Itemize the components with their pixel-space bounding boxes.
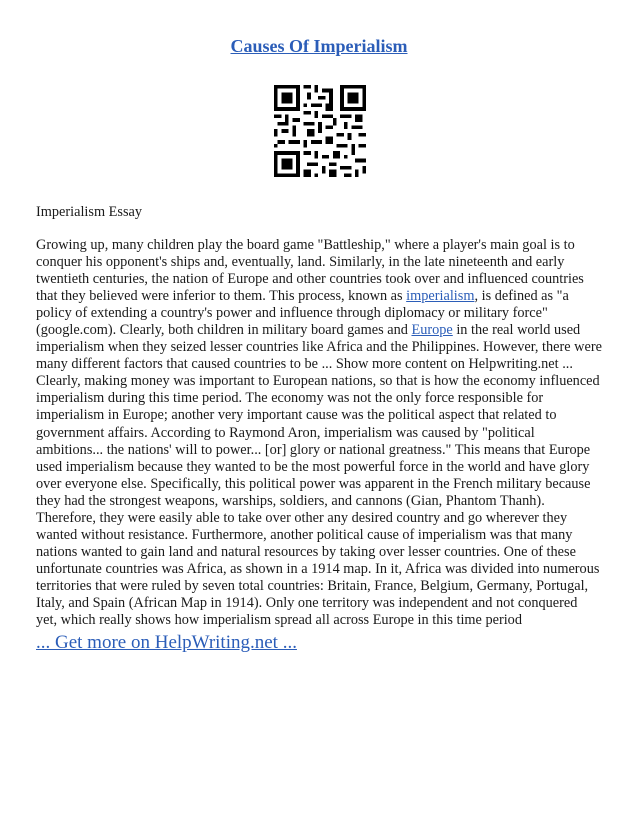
qr-code-icon: [274, 85, 366, 177]
essay-body: [36, 237, 602, 629]
essay-label: Imperialism Essay: [36, 204, 143, 220]
imperialism-link[interactable]: imperialism: [406, 288, 475, 305]
paragraph-2: Clearly, making money was important to European nations, so that is how the economy influenced imperialism during this time period. The economy was not the only force responsible for imperialism in Europe; another very important cause was the political aspect that related to government affairs. According to Raymond Aron, imperialism was caused by "political ambitions... the nations' will to power... [or] glory or national greatness." This means that Europe used imperialism because they wanted to be the most powerful force in the world and have glory over everyone else. Specifically, this political power was apparent in the French military because they had the strongest weapons, warships, soldiers, and cannons (Gian, Phantom Thanh). Therefore, they were easily able to take over other any desired country and go wherever they wanted without resistance. Furthermore, another political cause of imperialism was that many nations wanted to gain land and natural resources by taking over lesser countries. One of these unfortunate countries was Africa, as shown in a 1914 map. In it, Africa was divided into numerous territories that were ruled by seven total countries: Britain, France, Belgium, Germany, Portugal, Italy, and Spain (African Map in 1914). Only one territory was independent and not conquered yet, which really shows how imperialism spread all across Europe in this time period: [36, 373, 600, 629]
page-title[interactable]: Causes Of Imperialism: [230, 36, 408, 56]
paragraph-1-text-c: in the real world used imperialism when they seized lesser countries like Africa and the Philippines. However, there were many different factors that caused countries to be ... Show more content on Helpwriting.net ...: [36, 322, 602, 373]
europe-link[interactable]: Europe: [411, 322, 453, 339]
paragraph-1-text-a: Growing up, many children play the board game "Battleship," where a player's main goal is to conquer his opponent's ships and, eventually, land. Similarly, in the late nineteenth and early twentieth centuries, the nation of Europe and other countries took over and influenced countries that they believed were inferior to them. This process, known as: [36, 237, 584, 305]
get-more-link[interactable]: ... Get more on HelpWriting.net ...: [36, 632, 297, 653]
paragraph-1-text-b: , is defined as "a policy of extending a country's power and influence through diplomacy or military force" (google.com). Clearly, both children in military board games and: [36, 288, 569, 339]
paragraph-1: [36, 237, 602, 373]
